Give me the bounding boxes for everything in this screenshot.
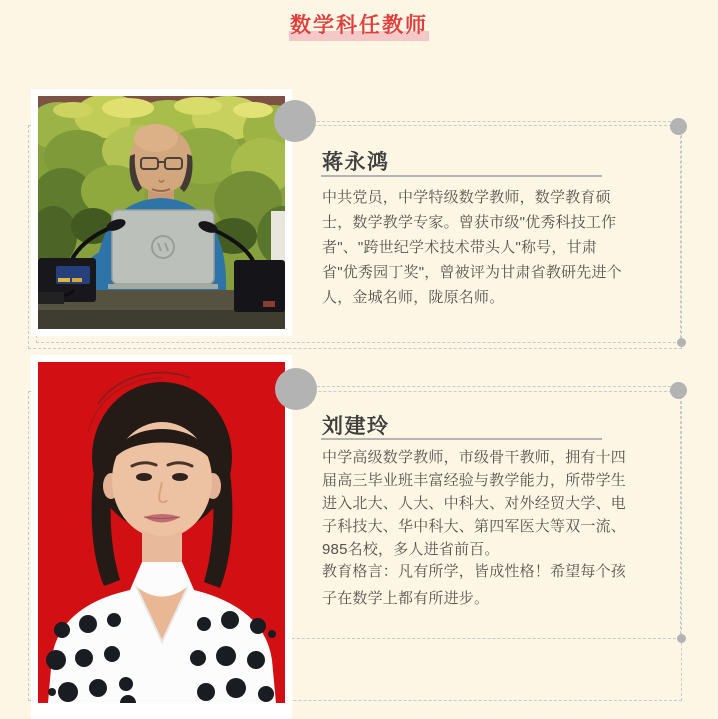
teacher-name: 蒋永鸿 [322,151,390,174]
photo-corner-circle [275,368,317,410]
teacher-bio: 中共党员，中学特级数学教师，数学教育硕士，数学教学专家。曾获市级"优秀科技工作者"、"跨世纪学术技术带头人"称号，甘肃省"优秀园丁奖"，曾被评为甘肃省教研先进个人，金城名师，陇原名师。 [322,189,622,306]
teacher-photo-frame [31,355,292,719]
name-underline [321,175,602,177]
photo-corner-circle [274,100,316,142]
teacher-name: 刘建玲 [322,415,390,438]
teacher-photo-woman-red [38,362,285,703]
teacher-photo-frame [31,89,292,336]
teacher-bio: 中学高级数学教师，市级骨干教师，拥有十四届高三毕业班丰富经验与教学能力，所带学生进入北大、人大、中科大、对外经贸大学、电子科技大、华中科大、第四军医大等双一流、985名校，多人进省前百。 [322,449,627,558]
corner-dot-small [677,338,686,347]
corner-circle-medium [670,382,687,399]
teacher-photo-man-laptop [38,96,285,329]
corner-dot-small [677,634,686,643]
corner-circle-medium [670,118,687,135]
page-title: 数学科任教师 [290,14,428,37]
teacher-motto: 教育格言：凡有所学，皆成性格！希望每个孩子在数学上都有所进步。 [322,563,627,607]
name-underline [321,438,602,440]
